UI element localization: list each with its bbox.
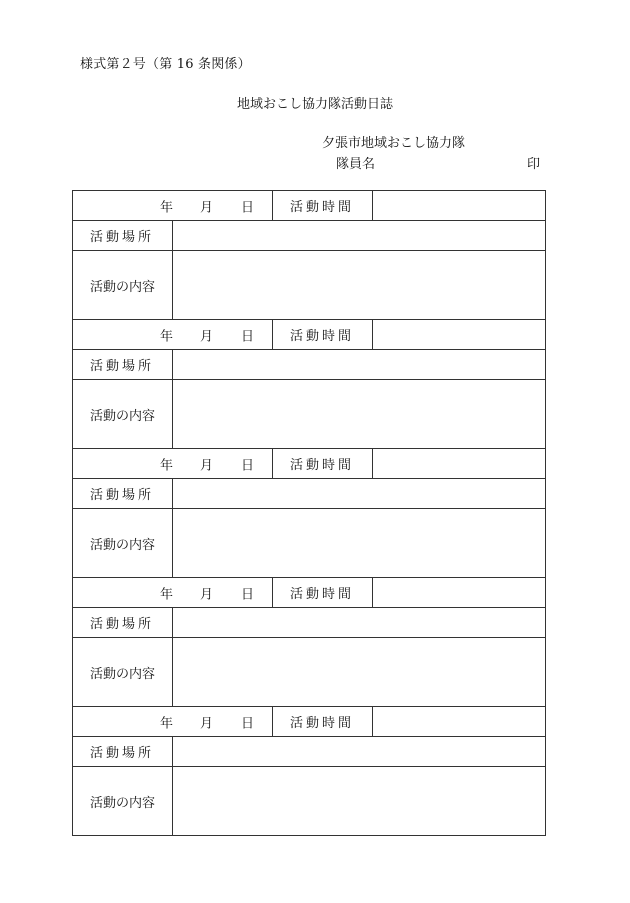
entry-date-row [73,191,546,221]
activity-log-table [72,190,546,836]
activity-place-field[interactable] [173,737,546,767]
activity-time-label: 活動時間 [273,320,373,350]
activity-content-field[interactable] [173,380,546,449]
date-field[interactable] [73,320,273,350]
entry-content-row [73,251,546,320]
activity-time-field[interactable] [373,578,546,608]
activity-content-field[interactable] [173,767,546,836]
activity-content-label: 活動の内容 [73,767,173,836]
entry-content-row [73,509,546,578]
entry-place-row [73,221,546,251]
date-field[interactable] [73,449,273,479]
activity-content-field[interactable] [173,251,546,320]
form-number: 様式第２号（第 16 条関係） [80,57,251,72]
entry-date-row [73,320,546,350]
date-field[interactable] [73,707,273,737]
activity-content-label: 活動の内容 [73,251,173,320]
activity-time-field[interactable] [373,707,546,737]
day-label: 日 [241,200,255,215]
month-label: 月 [200,716,214,731]
activity-place-field[interactable] [173,608,546,638]
year-label: 年 [160,716,174,731]
member-name-label: 隊員名 [336,157,376,172]
activity-place-field[interactable] [173,479,546,509]
activity-time-field[interactable] [373,191,546,221]
day-label: 日 [241,587,255,602]
entry-place-row [73,479,546,509]
year-label: 年 [160,329,174,344]
entry-date-row [73,449,546,479]
activity-place-field[interactable] [173,221,546,251]
entry-date-row [73,707,546,737]
month-label: 月 [200,587,214,602]
activity-time-field[interactable] [373,320,546,350]
entry-place-row [73,737,546,767]
month-label: 月 [200,200,214,215]
day-label: 日 [241,329,255,344]
activity-place-label: 活動場所 [73,350,173,380]
activity-time-label: 活動時間 [273,191,373,221]
entry-date-row [73,578,546,608]
entry-place-row [73,608,546,638]
month-label: 月 [200,329,214,344]
day-label: 日 [241,458,255,473]
activity-time-label: 活動時間 [273,578,373,608]
activity-content-field[interactable] [173,509,546,578]
activity-time-field[interactable] [373,449,546,479]
day-label: 日 [241,716,255,731]
activity-place-label: 活動場所 [73,608,173,638]
entry-content-row [73,638,546,707]
activity-place-field[interactable] [173,350,546,380]
activity-content-label: 活動の内容 [73,638,173,707]
activity-time-label: 活動時間 [273,707,373,737]
year-label: 年 [160,587,174,602]
organization-name: 夕張市地域おこし協力隊 [322,136,466,151]
date-field[interactable] [73,578,273,608]
activity-place-label: 活動場所 [73,479,173,509]
member-name-line [336,153,540,172]
activity-content-label: 活動の内容 [73,509,173,578]
entry-place-row [73,350,546,380]
activity-content-label: 活動の内容 [73,380,173,449]
month-label: 月 [200,458,214,473]
document-title: 地域おこし協力隊活動日誌 [236,97,393,112]
activity-place-label: 活動場所 [73,737,173,767]
activity-time-label: 活動時間 [273,449,373,479]
activity-place-label: 活動場所 [73,221,173,251]
entry-content-row [73,380,546,449]
date-field[interactable] [73,191,273,221]
entry-content-row [73,767,546,836]
activity-content-field[interactable] [173,638,546,707]
year-label: 年 [160,200,174,215]
year-label: 年 [160,458,174,473]
seal-mark: 印 [526,157,540,172]
